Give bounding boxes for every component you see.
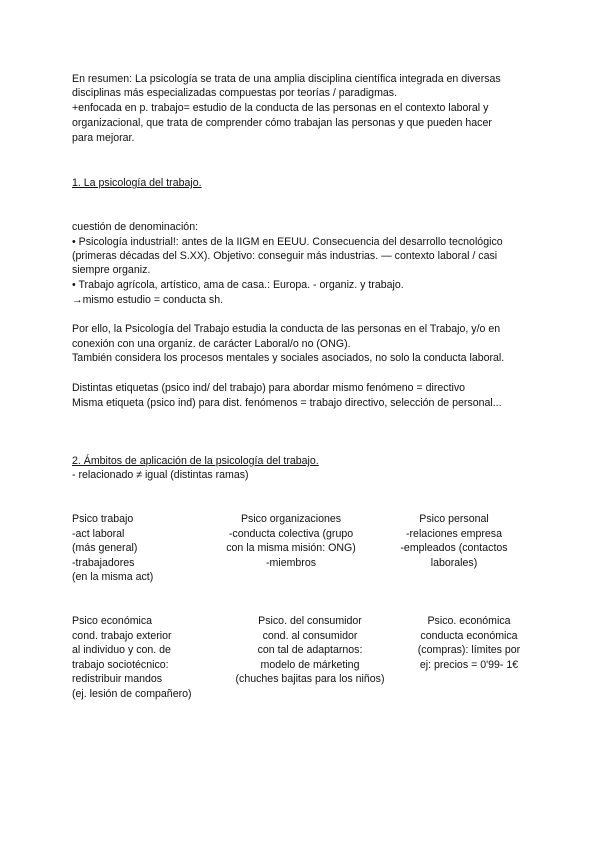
denominacion-line: cuestión de denominación: xyxy=(72,221,199,233)
area-line: -act laboral xyxy=(72,527,125,540)
denominacion-line: • Psicología industrial!: antes de la IIGM en EEUU. Consecuencia del desarrollo tecnológico xyxy=(72,236,503,248)
area-line: Psico. del consumidor xyxy=(258,615,362,627)
denominacion-line: siempre organiz. xyxy=(72,264,151,276)
intro-line: para mejorar. xyxy=(72,132,135,144)
denominacion-line: (primeras décadas del S.XX). Objetivo: conseguir más industrias. — contexto laboral / casi xyxy=(72,250,498,262)
area-line: al individuo y con. de xyxy=(72,644,171,657)
area-line: (ej. lesión de compañero) xyxy=(72,687,192,700)
area-line: conducta económica xyxy=(420,629,518,642)
area-column-psico-economica-2 xyxy=(410,614,528,672)
area-column-psico-organizaciones xyxy=(212,512,370,570)
section2-subtitle: - relacionado ≠ igual (distintas ramas) xyxy=(72,469,249,481)
area-line: redistribuir mandos xyxy=(72,673,163,686)
area-line: -trabajadores xyxy=(72,556,135,569)
denominacion-line: →mismo estudio = conducta sh. xyxy=(72,294,224,306)
intro-line: En resumen: La psicología se trata de una amplia disciplina científica integrada en diversas xyxy=(72,73,501,85)
area-line: -relaciones empresa xyxy=(406,527,502,540)
area-column-psico-trabajo xyxy=(72,512,153,585)
area-line: cond. trabajo exterior xyxy=(72,629,172,642)
section1-heading: 1. La psicología del trabajo. xyxy=(72,177,202,189)
denominacion-line: • Trabajo agrícola, artístico, ama de casa.: Europa. - organiz. y trabajo. xyxy=(72,279,404,291)
area-column-psico-consumidor xyxy=(222,614,398,687)
area-line: con tal de adaptarnos: xyxy=(257,644,363,657)
area-line: (más general) xyxy=(72,542,138,555)
area-line: cond. al consumidor xyxy=(262,629,358,642)
area-line: -empleados (contactos xyxy=(400,542,508,555)
area-line: -conducta colectiva (grupo xyxy=(228,527,354,540)
area-line: ej: precios = 0'99- 1€ xyxy=(419,658,519,671)
por-ello-line: Por ello, la Psicología del Trabajo estudia la conducta de las personas en el Trabajo, y/o en xyxy=(72,323,501,335)
intro-line: organizacional, que trata de comprender cómo trabajan las personas y que pueden hacer xyxy=(72,117,492,129)
area-line: modelo de márketing xyxy=(260,658,360,671)
area-line: (compras): límites por xyxy=(417,644,521,657)
por-ello-line: También considera los procesos mentales y sociales asociados, no solo la conducta laboral. xyxy=(72,352,505,364)
area-line: Psico personal xyxy=(419,513,489,525)
area-line: trabajo sociotécnico: xyxy=(72,658,169,671)
section2-heading: 2. Ámbitos de aplicación de la psicología del trabajo. xyxy=(72,455,319,467)
intro-line: disciplinas más especializadas compuestas por teorías / paradigmas. xyxy=(72,87,398,99)
etiquetas-line: Distintas etiquetas (psico ind/ del trabajo) para abordar mismo fenómeno = directivo xyxy=(72,382,466,394)
area-column-psico-economica xyxy=(72,614,192,702)
intro-line: +enfocada en p. trabajo= estudio de la conducta de las personas en el contexto laboral y xyxy=(72,102,489,114)
area-column-psico-personal xyxy=(393,512,515,570)
etiquetas-line: Misma etiqueta (psico ind) para dist. fenómenos = trabajo directivo, selección de personal... xyxy=(72,397,502,409)
area-line: Psico organizaciones xyxy=(240,513,342,525)
por-ello-line: conexión con una organiz. de carácter Laboral/o no (ONG). xyxy=(72,338,351,350)
area-line: Psico. económica xyxy=(427,615,511,627)
area-line: laborales) xyxy=(430,556,478,569)
area-line: Psico trabajo xyxy=(72,513,134,525)
area-line: (chuches bajitas para los niños) xyxy=(235,673,385,686)
area-line: con la misma misión: ONG) xyxy=(226,542,356,555)
area-line: -miembros xyxy=(265,556,317,569)
area-line: Psico económica xyxy=(72,615,153,627)
area-line: (en la misma act) xyxy=(72,571,154,584)
